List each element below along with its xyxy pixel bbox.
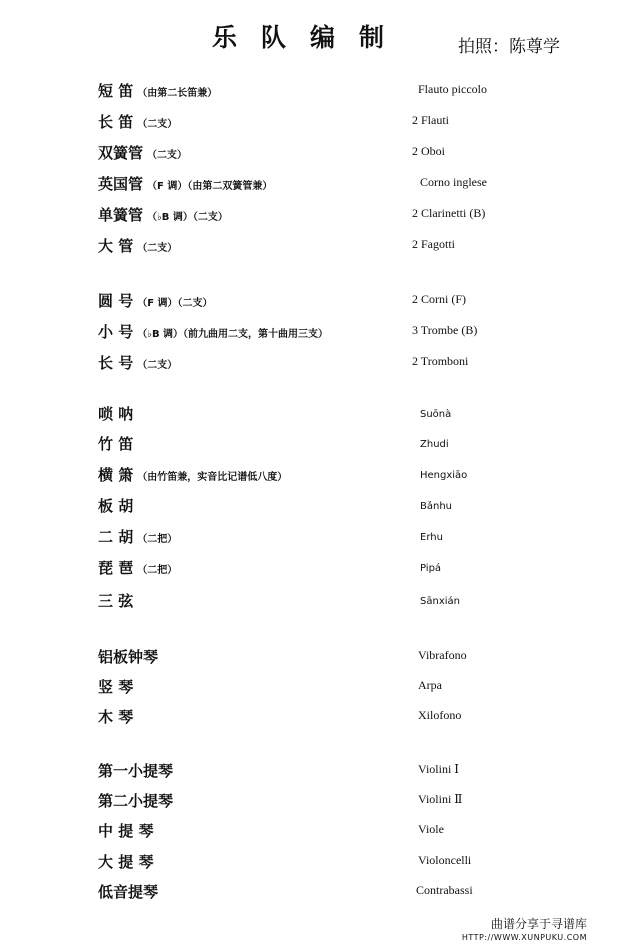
instrument-name-it: 2 Oboi — [412, 144, 445, 158]
instrument-row-horn — [0, 290, 623, 318]
instrument-note: （由第二长笛兼） — [137, 88, 218, 99]
instrument-note: （F 调）（二支） — [137, 298, 213, 309]
instrument-name-cn: 唢 呐 — [98, 405, 134, 423]
instrument-row-hengxiao — [0, 464, 623, 492]
instrument-name-it: Bǎnhu — [420, 501, 453, 512]
instrument-name-cn: 小 号 — [98, 323, 134, 341]
instrument-row-zhudi — [0, 433, 623, 461]
instrument-row-sanxian — [0, 590, 623, 618]
instrument-name-cn: 短 笛 — [98, 82, 134, 100]
instrument-name-cn: 长 笛 — [98, 113, 134, 131]
instrument-row-viola — [0, 820, 623, 848]
instrument-row-violin-1 — [0, 760, 623, 788]
instrument-name-it: Violini Ⅰ — [418, 762, 460, 776]
instrument-name-it: Violoncelli — [418, 853, 472, 867]
instrument-name-cn: 二 胡 — [98, 528, 134, 546]
instrument-name-it: Arpa — [418, 678, 442, 692]
instrument-name-it: Pipá — [420, 563, 442, 574]
instrument-name-cn: 单簧管 — [98, 206, 144, 224]
instrument-row-double-bass — [0, 881, 623, 909]
instrument-name-it: Zhudi — [420, 439, 449, 450]
instrument-name-it: 2 Tromboni — [412, 354, 469, 368]
page-title: 乐队编制 — [212, 23, 409, 52]
instrument-note: （二把） — [137, 565, 178, 576]
instrument-name-cn: 长 号 — [98, 354, 134, 372]
instrument-name-it: Violini Ⅱ — [418, 792, 463, 806]
instrument-row-english-horn — [0, 173, 623, 201]
instrument-name-cn: 第一小提琴 — [98, 762, 174, 780]
instrument-note: （F 调）（由第二双簧管兼） — [147, 181, 273, 192]
instrument-row-erhu — [0, 526, 623, 554]
instrument-name-cn: 大 管 — [98, 237, 134, 255]
instrument-name-cn: 大 提 琴 — [98, 853, 154, 871]
instrument-name-cn: 低音提琴 — [98, 883, 159, 901]
instrument-note: （二把） — [137, 534, 178, 545]
instrument-name-cn: 三 弦 — [98, 592, 134, 610]
instrument-name-it: Erhu — [420, 532, 443, 543]
instrument-name-it: 2 Flauti — [412, 113, 450, 127]
instrument-name-it: Sānxián — [420, 596, 460, 607]
instrument-name-it: Flauto piccolo — [418, 82, 487, 96]
instrument-note: （♭B 调）（前九曲用二支，第十曲用三支） — [137, 329, 329, 340]
instrument-name-cn: 横 箫 — [98, 466, 134, 484]
instrument-name-cn: 板 胡 — [98, 497, 134, 515]
instrument-name-it: 2 Fagotti — [412, 237, 456, 251]
instrument-row-flute — [0, 111, 623, 139]
instrument-name-cn: 铝板钟琴 — [98, 648, 159, 666]
instrument-note: （二支） — [137, 243, 178, 254]
instrument-row-suona — [0, 403, 623, 431]
photographer-credit: 拍照：陈尊学 — [458, 37, 560, 57]
instrument-name-it: Corno inglese — [420, 175, 487, 189]
instrument-name-cn: 竖 琴 — [98, 678, 134, 696]
instrument-name-cn: 中 提 琴 — [98, 822, 154, 840]
instrument-row-pipa — [0, 557, 623, 585]
instrument-name-it: Xilofono — [418, 708, 462, 722]
instrument-name-it: Contrabassi — [416, 883, 473, 897]
instrument-row-clarinet — [0, 204, 623, 232]
instrument-row-violin-2 — [0, 790, 623, 818]
instrument-name-cn: 双簧管 — [98, 144, 144, 162]
instrument-row-xylophone — [0, 706, 623, 734]
instrument-name-cn: 木 琴 — [98, 708, 134, 726]
instrument-row-banhu — [0, 495, 623, 523]
instrument-name-cn: 第二小提琴 — [98, 792, 174, 810]
instrument-name-cn: 英国管 — [98, 175, 144, 193]
instrument-row-vibraphone — [0, 646, 623, 674]
instrument-row-cello — [0, 851, 623, 879]
instrument-note: （♭B 调）（二支） — [147, 212, 228, 223]
instrument-name-it: 2 Clarinetti (B) — [412, 206, 486, 220]
instrument-row-trombone — [0, 352, 623, 380]
watermark-site-cn: 曲谱分享于寻谱库 — [490, 917, 587, 931]
instrument-name-it: Viole — [418, 822, 444, 836]
instrument-row-oboe — [0, 142, 623, 170]
instrument-row-piccolo — [0, 80, 623, 108]
instrument-name-cn: 竹 笛 — [98, 435, 134, 453]
instrument-row-bassoon — [0, 235, 623, 263]
instrument-row-harp — [0, 676, 623, 704]
instrument-note: （二支） — [137, 360, 178, 371]
instrument-row-trumpet — [0, 321, 623, 349]
instrument-name-cn: 圆 号 — [98, 292, 134, 310]
watermark-site-url: HTTP://WWW.XUNPUKU.COM — [461, 933, 587, 942]
instrument-name-it: 3 Trombe (B) — [412, 323, 478, 337]
instrument-note: （二支） — [147, 150, 188, 161]
instrument-note: （由竹笛兼，实音比记谱低八度） — [137, 472, 288, 483]
instrument-note: （二支） — [137, 119, 178, 130]
instrument-name-cn: 琵 琶 — [98, 559, 134, 577]
instrument-name-it: Hengxiāo — [420, 470, 468, 481]
instrument-name-it: 2 Corni (F) — [412, 292, 466, 306]
instrument-name-it: Suōnà — [420, 409, 452, 420]
instrument-name-it: Vibrafono — [418, 648, 467, 662]
